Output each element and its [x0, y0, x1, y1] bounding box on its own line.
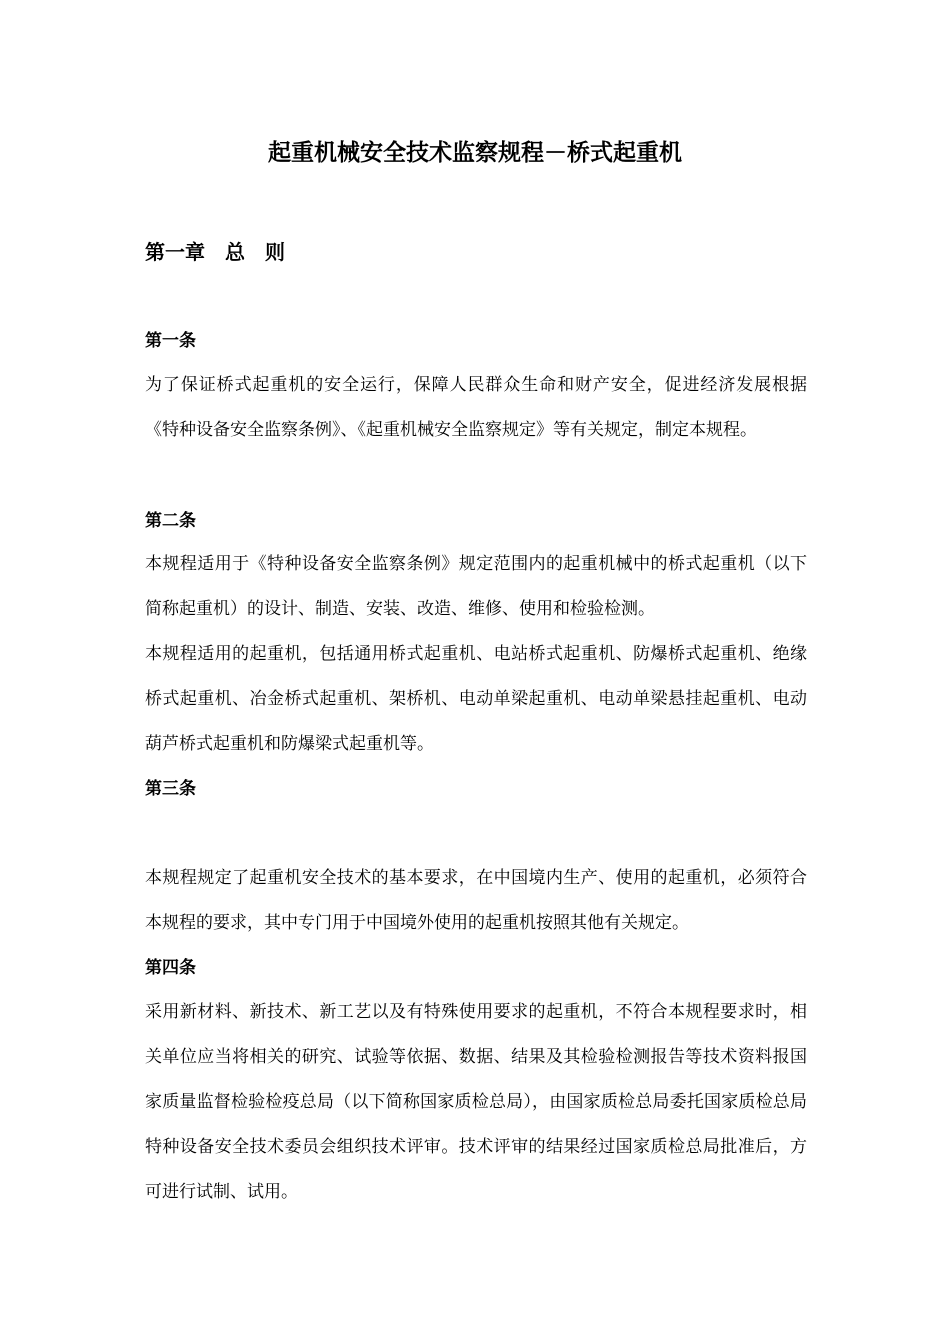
document-title: 起重机械安全技术监察规程－桥式起重机 — [268, 140, 682, 166]
article-2-paragraph-1: 本规程适用于《特种设备安全监察条例》规定范围内的起重机械中的桥式起重机（以下简称起重机）的设计、制造、安装、改造、维修、使用和检验检测。 — [145, 554, 807, 619]
article-1-heading: 第一条 — [145, 331, 196, 351]
article-3-paragraph-1: 本规程规定了起重机安全技术的基本要求，在中国境内生产、使用的起重机，必须符合本规程的要求，其中专门用于中国境外使用的起重机按照其他有关规定。 — [145, 868, 807, 933]
chapter-heading: 第一章 总 则 — [145, 240, 285, 264]
article-2-heading: 第二条 — [145, 511, 196, 531]
article-1-paragraph-1: 为了保证桥式起重机的安全运行，保障人民群众生命和财产安全，促进经济发展根据《特种设备安全监察条例》、《起重机械安全监察规定》等有关规定，制定本规程。 — [145, 375, 807, 440]
article-4-heading: 第四条 — [145, 958, 196, 978]
article-3-heading: 第三条 — [145, 779, 196, 799]
article-2-paragraph-2: 本规程适用的起重机，包括通用桥式起重机、电站桥式起重机、防爆桥式起重机、绝缘桥式起重机、冶金桥式起重机、架桥机、电动单梁起重机、电动单梁悬挂起重机、电动葫芦桥式起重机和防爆梁式起重机等。 — [145, 644, 807, 754]
article-4-paragraph-1: 采用新材料、新技术、新工艺以及有特殊使用要求的起重机，不符合本规程要求时，相关单位应当将相关的研究、试验等依据、数据、结果及其检验检测报告等技术资料报国家质量监督检验检疫总局（以下简称国家质检总局），由国家质检总局委托国家质检总局特种设备安全技术委员会组织技术评审。技术评审的结果经过国家质检总局批准后，方可进行试制、试用。 — [145, 1002, 807, 1202]
